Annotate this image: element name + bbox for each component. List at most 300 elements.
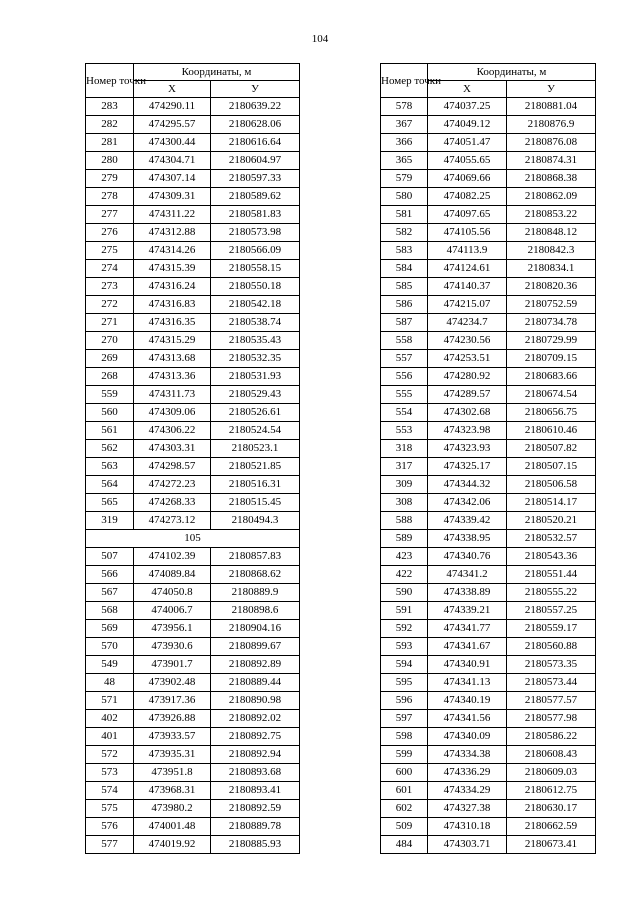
- x-cell: 474341.67: [428, 638, 507, 656]
- y-cell: 2180506.58: [507, 476, 596, 494]
- x-cell: 473980.2: [134, 800, 211, 818]
- table-row: [86, 98, 300, 116]
- x-cell: 474272.23: [134, 476, 211, 494]
- table-row: [381, 260, 596, 278]
- point-number-cell: 581: [381, 206, 428, 224]
- x-cell: 474341.56: [428, 710, 507, 728]
- left-rows-a: [86, 98, 300, 530]
- x-cell: 473902.48: [134, 674, 211, 692]
- y-cell: 2180612.75: [507, 782, 596, 800]
- x-cell: 474339.21: [428, 602, 507, 620]
- point-number-cell: 278: [86, 188, 134, 206]
- table-row: [381, 350, 596, 368]
- point-number-cell: 575: [86, 800, 134, 818]
- y-cell: 2180876.08: [507, 134, 596, 152]
- point-number-cell: 600: [381, 764, 428, 782]
- x-cell: 474341.13: [428, 674, 507, 692]
- table-row: [86, 332, 300, 350]
- table-row: [86, 386, 300, 404]
- y-cell: 2180616.64: [211, 134, 300, 152]
- x-cell: 474051.47: [428, 134, 507, 152]
- y-cell: 2180874.31: [507, 152, 596, 170]
- table-row: [381, 512, 596, 530]
- page-number: 104: [311, 33, 329, 45]
- x-cell: 474102.39: [134, 548, 211, 566]
- table-row: [381, 368, 596, 386]
- point-number-cell: 402: [86, 710, 134, 728]
- x-cell: 474334.38: [428, 746, 507, 764]
- point-number-cell: 274: [86, 260, 134, 278]
- table-row: [86, 728, 300, 746]
- x-cell: 474050.8: [134, 584, 211, 602]
- table-row: [381, 134, 596, 152]
- table-row: [86, 404, 300, 422]
- table-row: [381, 152, 596, 170]
- x-cell: 474303.31: [134, 440, 211, 458]
- y-cell: 2180729.99: [507, 332, 596, 350]
- y-cell: 2180577.57: [507, 692, 596, 710]
- table-row: [86, 422, 300, 440]
- table-row: [86, 476, 300, 494]
- x-cell: 474289.57: [428, 386, 507, 404]
- point-number-cell: 318: [381, 440, 428, 458]
- y-cell: 2180507.82: [507, 440, 596, 458]
- x-cell: 474340.09: [428, 728, 507, 746]
- table-row: [381, 440, 596, 458]
- point-number-cell: 555: [381, 386, 428, 404]
- table-row: [86, 566, 300, 584]
- table-row: [381, 584, 596, 602]
- table-row: [86, 584, 300, 602]
- y-cell: 2180885.93: [211, 836, 300, 854]
- table-row: [86, 242, 300, 260]
- x-cell: 473933.57: [134, 728, 211, 746]
- y-cell: 2180573.44: [507, 674, 596, 692]
- y-cell: 2180515.45: [211, 494, 300, 512]
- point-number-cell: 272: [86, 296, 134, 314]
- y-cell: 2180709.15: [507, 350, 596, 368]
- x-cell: 474334.29: [428, 782, 507, 800]
- y-cell: 2180555.22: [507, 584, 596, 602]
- x-cell: 474001.48: [134, 818, 211, 836]
- point-number-cell: 484: [381, 836, 428, 854]
- table-row: [86, 170, 300, 188]
- point-number-cell: 549: [86, 656, 134, 674]
- y-cell: 2180559.17: [507, 620, 596, 638]
- y-cell: 2180532.57: [507, 530, 596, 548]
- x-cell: 473951.8: [134, 764, 211, 782]
- table-row: [381, 728, 596, 746]
- x-cell: 474323.98: [428, 422, 507, 440]
- point-number-cell: 594: [381, 656, 428, 674]
- point-number-cell: 580: [381, 188, 428, 206]
- y-cell: 2180524.54: [211, 422, 300, 440]
- point-number-cell: 599: [381, 746, 428, 764]
- point-number-cell: 595: [381, 674, 428, 692]
- y-cell: 2180538.74: [211, 314, 300, 332]
- table-row: [86, 620, 300, 638]
- table-row: [86, 512, 300, 530]
- table-row: [86, 674, 300, 692]
- header-y: У: [211, 81, 300, 98]
- table-row: [381, 242, 596, 260]
- point-number-cell: 282: [86, 116, 134, 134]
- x-cell: 474309.06: [134, 404, 211, 422]
- point-number-cell: 48: [86, 674, 134, 692]
- header-point-number: Номер точки: [381, 64, 428, 98]
- table-row: [381, 710, 596, 728]
- table-row: [86, 818, 300, 836]
- point-number-cell: 570: [86, 638, 134, 656]
- x-cell: 474340.19: [428, 692, 507, 710]
- y-cell: 2180892.59: [211, 800, 300, 818]
- table-row: [381, 458, 596, 476]
- point-number-cell: 308: [381, 494, 428, 512]
- header-point-number: Номер точки: [86, 64, 134, 98]
- x-cell: 474311.73: [134, 386, 211, 404]
- table-row: [381, 782, 596, 800]
- x-cell: 474338.89: [428, 584, 507, 602]
- y-cell: 2180674.54: [507, 386, 596, 404]
- point-number-cell: 560: [86, 404, 134, 422]
- x-cell: 474303.71: [428, 836, 507, 854]
- y-cell: 2180535.43: [211, 332, 300, 350]
- y-cell: 2180550.18: [211, 278, 300, 296]
- y-cell: 2180752.59: [507, 296, 596, 314]
- y-cell: 2180899.67: [211, 638, 300, 656]
- x-cell: 474234.7: [428, 314, 507, 332]
- table-row: [381, 494, 596, 512]
- y-cell: 2180892.89: [211, 656, 300, 674]
- y-cell: 2180898.6: [211, 602, 300, 620]
- y-cell: 2180842.3: [507, 242, 596, 260]
- point-number-cell: 564: [86, 476, 134, 494]
- y-cell: 2180881.04: [507, 98, 596, 116]
- point-number-cell: 271: [86, 314, 134, 332]
- point-number-cell: 563: [86, 458, 134, 476]
- point-number-cell: 276: [86, 224, 134, 242]
- point-number-cell: 586: [381, 296, 428, 314]
- point-number-cell: 569: [86, 620, 134, 638]
- table-row: [381, 170, 596, 188]
- point-number-cell: 597: [381, 710, 428, 728]
- x-cell: 474341.2: [428, 566, 507, 584]
- table-row: [381, 206, 596, 224]
- point-number-cell: 401: [86, 728, 134, 746]
- point-number-cell: 423: [381, 548, 428, 566]
- y-cell: 2180507.15: [507, 458, 596, 476]
- point-number-cell: 571: [86, 692, 134, 710]
- point-number-cell: 269: [86, 350, 134, 368]
- y-cell: 2180820.36: [507, 278, 596, 296]
- table-row: [86, 710, 300, 728]
- x-cell: 474344.32: [428, 476, 507, 494]
- point-number-cell: 277: [86, 206, 134, 224]
- table-row: [381, 620, 596, 638]
- point-number-cell: 365: [381, 152, 428, 170]
- table-row: [86, 134, 300, 152]
- point-number-cell: 572: [86, 746, 134, 764]
- point-number-cell: 268: [86, 368, 134, 386]
- x-cell: 474097.65: [428, 206, 507, 224]
- point-number-cell: 553: [381, 422, 428, 440]
- x-cell: 474037.25: [428, 98, 507, 116]
- point-number-cell: 577: [86, 836, 134, 854]
- point-number-cell: 588: [381, 512, 428, 530]
- x-cell: 474273.12: [134, 512, 211, 530]
- header-x: X: [428, 81, 507, 98]
- point-number-cell: 593: [381, 638, 428, 656]
- table-row: [86, 350, 300, 368]
- x-cell: 474323.93: [428, 440, 507, 458]
- x-cell: 474006.7: [134, 602, 211, 620]
- y-cell: 2180558.15: [211, 260, 300, 278]
- x-cell: 474340.76: [428, 548, 507, 566]
- y-cell: 2180892.75: [211, 728, 300, 746]
- x-cell: 474341.77: [428, 620, 507, 638]
- y-cell: 2180566.09: [211, 242, 300, 260]
- header-y: У: [507, 81, 596, 98]
- x-cell: 474313.36: [134, 368, 211, 386]
- table-row: [381, 224, 596, 242]
- x-cell: 474315.29: [134, 332, 211, 350]
- right-rows: [381, 98, 596, 854]
- table-row: [381, 386, 596, 404]
- x-cell: 474230.56: [428, 332, 507, 350]
- y-cell: 2180630.17: [507, 800, 596, 818]
- point-number-cell: 592: [381, 620, 428, 638]
- x-cell: 474336.29: [428, 764, 507, 782]
- table-row: [86, 836, 300, 854]
- table-row: [86, 314, 300, 332]
- x-cell: 474049.12: [428, 116, 507, 134]
- point-number-cell: 507: [86, 548, 134, 566]
- point-number-cell: 562: [86, 440, 134, 458]
- table-row: [381, 548, 596, 566]
- y-cell: 2180892.94: [211, 746, 300, 764]
- point-number-cell: 309: [381, 476, 428, 494]
- point-number-cell: 558: [381, 332, 428, 350]
- point-number-cell: 317: [381, 458, 428, 476]
- y-cell: 2180889.44: [211, 674, 300, 692]
- y-cell: 2180868.38: [507, 170, 596, 188]
- x-cell: 474304.71: [134, 152, 211, 170]
- x-cell: 474316.35: [134, 314, 211, 332]
- point-number-cell: 601: [381, 782, 428, 800]
- y-cell: 2180577.98: [507, 710, 596, 728]
- table-row: [86, 188, 300, 206]
- table-row: [381, 674, 596, 692]
- left-rows-b: [86, 548, 300, 854]
- table-row: [86, 296, 300, 314]
- table-row: [381, 98, 596, 116]
- point-number-cell: 590: [381, 584, 428, 602]
- point-number-cell: 579: [381, 170, 428, 188]
- header-x: X: [134, 81, 211, 98]
- coordinates-table-left: [85, 63, 300, 854]
- table-row: [86, 440, 300, 458]
- y-cell: 2180514.17: [507, 494, 596, 512]
- y-cell: 2180573.98: [211, 224, 300, 242]
- y-cell: 2180848.12: [507, 224, 596, 242]
- y-cell: 2180862.09: [507, 188, 596, 206]
- y-cell: 2180557.25: [507, 602, 596, 620]
- x-cell: 474140.37: [428, 278, 507, 296]
- y-cell: 2180893.41: [211, 782, 300, 800]
- y-cell: 2180876.9: [507, 116, 596, 134]
- point-number-cell: 280: [86, 152, 134, 170]
- y-cell: 2180560.88: [507, 638, 596, 656]
- x-cell: 474215.07: [428, 296, 507, 314]
- x-cell: 473930.6: [134, 638, 211, 656]
- x-cell: 473956.1: [134, 620, 211, 638]
- point-number-cell: 366: [381, 134, 428, 152]
- y-cell: 2180526.61: [211, 404, 300, 422]
- coordinates-table-right: [380, 63, 596, 854]
- point-number-cell: 556: [381, 368, 428, 386]
- point-number-cell: 559: [86, 386, 134, 404]
- x-cell: 474339.42: [428, 512, 507, 530]
- x-cell: 474315.39: [134, 260, 211, 278]
- y-cell: 2180597.33: [211, 170, 300, 188]
- x-cell: 474253.51: [428, 350, 507, 368]
- y-cell: 2180520.21: [507, 512, 596, 530]
- point-number-cell: 585: [381, 278, 428, 296]
- point-number-cell: 591: [381, 602, 428, 620]
- x-cell: 474105.56: [428, 224, 507, 242]
- table-row: [381, 278, 596, 296]
- point-number-cell: 582: [381, 224, 428, 242]
- x-cell: 474338.95: [428, 530, 507, 548]
- point-number-cell: 568: [86, 602, 134, 620]
- table-row: [381, 746, 596, 764]
- x-cell: 474316.83: [134, 296, 211, 314]
- table-row: [86, 602, 300, 620]
- point-number-cell: 602: [381, 800, 428, 818]
- table-row: [381, 404, 596, 422]
- y-cell: 2180543.36: [507, 548, 596, 566]
- table-row: [381, 764, 596, 782]
- x-cell: 474298.57: [134, 458, 211, 476]
- y-cell: 2180516.31: [211, 476, 300, 494]
- x-cell: 474325.17: [428, 458, 507, 476]
- y-cell: 2180673.41: [507, 836, 596, 854]
- table-row: [381, 476, 596, 494]
- y-cell: 2180889.78: [211, 818, 300, 836]
- x-cell: 473935.31: [134, 746, 211, 764]
- point-number-cell: 509: [381, 818, 428, 836]
- y-cell: 2180581.83: [211, 206, 300, 224]
- point-number-cell: 273: [86, 278, 134, 296]
- point-number-cell: 598: [381, 728, 428, 746]
- table-row: [381, 656, 596, 674]
- point-number-cell: 283: [86, 98, 134, 116]
- table-row: [86, 224, 300, 242]
- y-cell: 2180834.1: [507, 260, 596, 278]
- x-cell: 474307.14: [134, 170, 211, 188]
- y-cell: 2180639.22: [211, 98, 300, 116]
- y-cell: 2180610.46: [507, 422, 596, 440]
- table-row: [381, 530, 596, 548]
- y-cell: 2180523.1: [211, 440, 300, 458]
- y-cell: 2180734.78: [507, 314, 596, 332]
- point-number-cell: 589: [381, 530, 428, 548]
- table-row: [381, 800, 596, 818]
- table-row: [86, 800, 300, 818]
- x-cell: 474327.38: [428, 800, 507, 818]
- x-cell: 474082.25: [428, 188, 507, 206]
- x-cell: 474342.06: [428, 494, 507, 512]
- x-cell: 474124.61: [428, 260, 507, 278]
- table-row: [381, 314, 596, 332]
- table-row: [86, 152, 300, 170]
- y-cell: 2180608.43: [507, 746, 596, 764]
- x-cell: 474300.44: [134, 134, 211, 152]
- y-cell: 2180529.43: [211, 386, 300, 404]
- table-row: [86, 278, 300, 296]
- x-cell: 474340.91: [428, 656, 507, 674]
- header-coordinates: Координаты, м: [134, 64, 300, 81]
- point-number-cell: 275: [86, 242, 134, 260]
- y-cell: 2180551.44: [507, 566, 596, 584]
- table-row: [86, 638, 300, 656]
- x-cell: 473926.88: [134, 710, 211, 728]
- y-cell: 2180656.75: [507, 404, 596, 422]
- x-cell: 474312.88: [134, 224, 211, 242]
- x-cell: 473901.7: [134, 656, 211, 674]
- y-cell: 2180609.03: [507, 764, 596, 782]
- x-cell: 474314.26: [134, 242, 211, 260]
- y-cell: 2180904.16: [211, 620, 300, 638]
- x-cell: 474306.22: [134, 422, 211, 440]
- x-cell: 474089.84: [134, 566, 211, 584]
- point-number-cell: 367: [381, 116, 428, 134]
- table-row: [381, 116, 596, 134]
- point-number-cell: 573: [86, 764, 134, 782]
- table-row: [381, 692, 596, 710]
- y-cell: 2180628.06: [211, 116, 300, 134]
- point-number-cell: 566: [86, 566, 134, 584]
- x-cell: 474268.33: [134, 494, 211, 512]
- table-row: [381, 422, 596, 440]
- y-cell: 2180589.62: [211, 188, 300, 206]
- point-number-cell: 587: [381, 314, 428, 332]
- point-number-cell: 584: [381, 260, 428, 278]
- table-row: [381, 638, 596, 656]
- x-cell: 474069.66: [428, 170, 507, 188]
- x-cell: 474055.65: [428, 152, 507, 170]
- y-cell: 2180892.02: [211, 710, 300, 728]
- y-cell: 2180683.66: [507, 368, 596, 386]
- x-cell: 474295.57: [134, 116, 211, 134]
- table-row: [381, 836, 596, 854]
- table-row: [86, 368, 300, 386]
- y-cell: 2180853.22: [507, 206, 596, 224]
- table-row: [86, 260, 300, 278]
- point-number-cell: 319: [86, 512, 134, 530]
- table-row: [86, 458, 300, 476]
- table-row: [381, 296, 596, 314]
- y-cell: 2180531.93: [211, 368, 300, 386]
- x-cell: 474311.22: [134, 206, 211, 224]
- y-cell: 2180868.62: [211, 566, 300, 584]
- table-row: [381, 602, 596, 620]
- y-cell: 2180521.85: [211, 458, 300, 476]
- point-number-cell: 574: [86, 782, 134, 800]
- x-cell: 473968.31: [134, 782, 211, 800]
- table-row: [381, 332, 596, 350]
- y-cell: 2180662.59: [507, 818, 596, 836]
